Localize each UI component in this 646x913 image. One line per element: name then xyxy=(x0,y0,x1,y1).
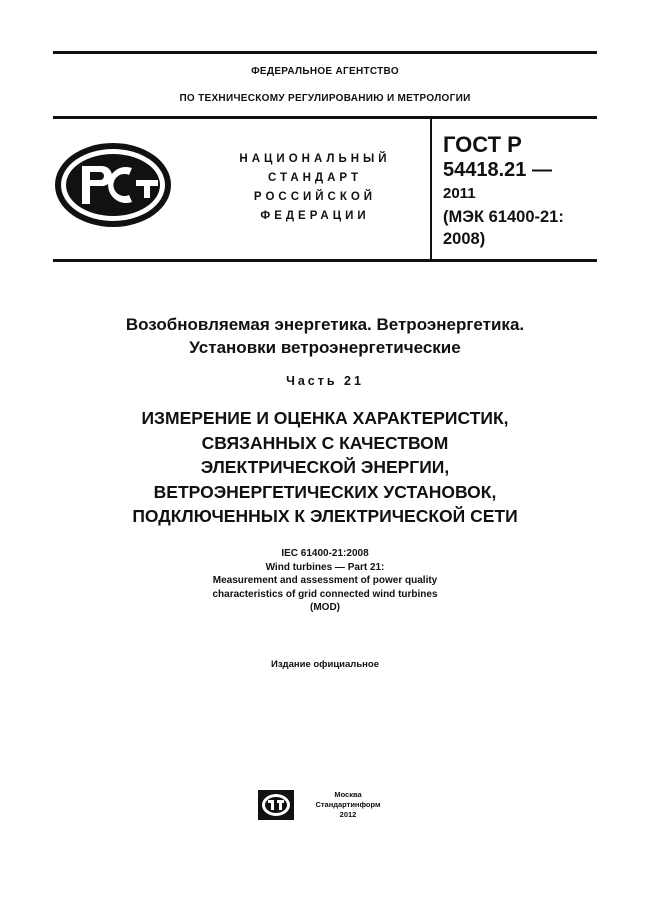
iec-reference xyxy=(53,547,597,615)
header-rule xyxy=(53,116,597,119)
subtitle-line-4: ВЕТРОЭНЕРГЕТИЧЕСКИХ УСТАНОВОК, xyxy=(153,481,497,502)
vertical-divider xyxy=(430,119,432,260)
top-rule xyxy=(53,51,597,54)
national-standard-line-1: НАЦИОНАЛЬНЫЙ xyxy=(239,153,391,165)
iec-line-5: (MOD) xyxy=(310,602,340,613)
title-line-1: Возобновляемая энергетика. Ветроэнергетика. xyxy=(125,315,525,334)
edition-label: Издание официальное xyxy=(271,659,379,670)
national-standard-line-2: СТАНДАРТ xyxy=(268,172,362,184)
subtitle-line-1: ИЗМЕРЕНИЕ И ОЦЕНКА ХАРАКТЕРИСТИК, xyxy=(141,408,509,428)
national-standard-label xyxy=(220,150,410,226)
gost-line-3: 2011 xyxy=(443,185,476,202)
gost-line-5: 2008) xyxy=(443,230,486,248)
subtitle-line-2: СВЯЗАННЫХ С КАЧЕСТВОМ xyxy=(201,432,449,453)
gost-r-logo-icon xyxy=(52,140,174,230)
part-label: Часть 21 xyxy=(286,374,364,388)
subtitle-line-5: ПОДКЛЮЧЕННЫХ К ЭЛЕКТРИЧЕСКОЙ СЕТИ xyxy=(132,506,518,526)
iec-line-1: IEC 61400-21:2008 xyxy=(281,548,369,559)
title-line-2: Установки ветроэнергетические xyxy=(189,338,461,357)
standartinform-logo-icon xyxy=(258,790,294,820)
subtitle-line-3: ЭЛЕКТРИЧЕСКОЙ ЭНЕРГИИ, xyxy=(200,457,450,477)
gost-line-2: 54418.21 — xyxy=(443,159,552,181)
publisher-year: 2012 xyxy=(339,810,357,819)
agency-line-2: ПО ТЕХНИЧЕСКОМУ РЕГУЛИРОВАНИЮ И МЕТРОЛОГИИ xyxy=(179,93,471,104)
agency-line-1: ФЕДЕРАЛЬНОЕ АГЕНТСТВО xyxy=(251,66,399,77)
iec-line-2: Wind turbines — Part 21: xyxy=(265,561,385,573)
block-bottom-rule xyxy=(53,259,597,262)
iec-line-4: characteristics of grid connected wind turbines xyxy=(212,588,438,600)
gost-designation xyxy=(443,132,603,250)
gost-line-4: (МЭК 61400-21: xyxy=(443,208,564,226)
national-standard-line-3: РОССИЙСКОЙ xyxy=(253,191,377,203)
gost-line-1: ГОСТ Р xyxy=(443,132,522,157)
iec-line-3: Measurement and assessment of power quality xyxy=(212,575,438,586)
publisher-name: Стандартинформ xyxy=(315,800,381,809)
document-subtitle xyxy=(53,406,597,529)
publisher-info xyxy=(298,790,398,820)
publisher-city: Москва xyxy=(334,790,362,799)
document-title xyxy=(53,313,597,359)
national-standard-line-4: ФЕДЕРАЦИИ xyxy=(260,210,370,222)
